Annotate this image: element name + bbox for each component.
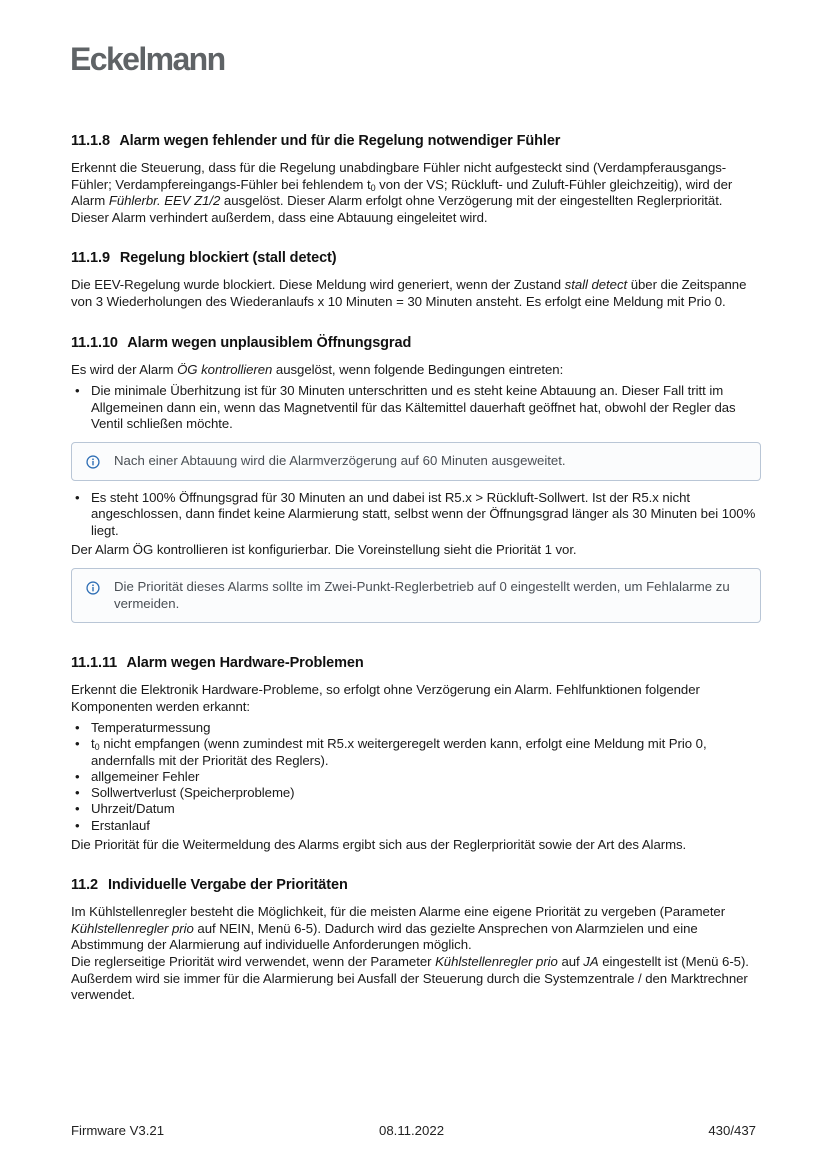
bullet: • (75, 785, 80, 801)
section-title: Alarm wegen unplausiblem Öffnungsgrad (127, 334, 412, 351)
list-item-text: allgemeiner Fehler (91, 768, 200, 784)
component-list (71, 720, 761, 833)
parameter-value: JA (583, 954, 599, 970)
list-item (71, 383, 761, 433)
condition-list (71, 490, 761, 540)
section-number: 11.2 (71, 877, 99, 894)
text-run: Im Kühlstellenregler besteht die Möglichkeit, für die meisten Alarme eine eigene Priorität zu vergeben (Parameter (71, 904, 726, 920)
brand-logo: Eckelmann (70, 41, 225, 77)
paragraph (71, 954, 761, 1004)
section-heading (71, 250, 761, 266)
info-note (71, 442, 761, 481)
subscript: 0 (94, 742, 100, 753)
bullet: • (75, 720, 80, 736)
bullet: • (75, 383, 80, 399)
list-item (71, 818, 761, 834)
list-item (71, 720, 761, 736)
list-item (71, 736, 761, 768)
text-run: t (91, 736, 95, 752)
text-run: auf (557, 954, 584, 970)
text-run: ausgelöst, wenn folgende Bedingungen eintreten: (272, 361, 564, 377)
section-title: Alarm wegen fehlender und für die Regelung notwendiger Fühler (119, 133, 561, 149)
info-circle-icon (86, 581, 100, 595)
list-item-text: Die minimale Überhitzung ist für 30 Minuten unterschritten und es steht keine Abtauung an. Dieser Fall tritt im Allgemeinen dann ein, wenn das Magnetventil für das Kältemittel dauerhaft geöffnet hat, obwohl der Regler das Ventil schließen möchte. (91, 383, 736, 432)
paragraph: Die Priorität für die Weitermeldung des Alarms ergibt sich aus der Reglerpriorität sowie der Art des Alarms. (71, 836, 687, 852)
section-number: 11.1.10 (71, 334, 118, 351)
section-title: Alarm wegen Hardware-Problemen (126, 655, 364, 672)
section-number: 11.1.11 (71, 655, 118, 672)
section-heading (71, 655, 761, 671)
parameter-name: Kühlstellenregler prio (435, 954, 558, 970)
document-content (71, 133, 761, 1027)
paragraph: Der Alarm ÖG kontrollieren ist konfigurierbar. Die Voreinstellung sieht die Priorität 1 vor. (71, 542, 577, 558)
paragraph: Erkennt die Elektronik Hardware-Probleme, so erfolgt ohne Verzögerung ein Alarm. Fehlfunktionen folgender Komponenten werden erkannt: (71, 682, 700, 714)
subscript: 0 (370, 182, 376, 193)
info-circle-icon (86, 455, 100, 469)
section-11-1-10 (71, 335, 761, 624)
list-item-text: Sollwertverlust (Speicherprobleme) (91, 785, 295, 801)
text-run: von der VS; Rückluft- und Zuluft-Fühler gleichzeitig), wird der Alarm (71, 176, 733, 209)
text-run: Die EEV-Regelung wurde blockiert. Diese Meldung wird generiert, wenn der Zustand (71, 277, 565, 293)
info-note (71, 568, 761, 623)
section-11-1-9 (71, 250, 761, 310)
section-number: 11.1.8 (71, 133, 110, 149)
text-run: über die Zeitspanne von 3 Wiederholungen des Wiederanlaufs x 10 Minuten = 30 Minuten ansteht. Es erfolgt eine Meldung mit Prio 0. (71, 277, 747, 309)
section-11-2 (71, 877, 761, 1004)
section-title: Regelung blockiert (stall detect) (119, 250, 337, 267)
condition-list (71, 383, 761, 433)
list-item-text: Es steht 100% Öffnungsgrad für 30 Minuten an und dabei ist R5.x > Rückluft-Sollwert. Ist der R5.x nicht angeschlossen, dann findet keine Alarmierung statt, selbst wenn der Öffnungsgrad länger als 30 Minuten bei 100% liegt. (91, 489, 756, 538)
paragraph (71, 904, 761, 954)
section-title: Individuelle Vergabe der Prioritäten (107, 877, 348, 894)
list-item (71, 785, 761, 801)
alarm-name: Fühlerbr. EEV Z1/2 (108, 193, 221, 209)
page-number: 430/437 (708, 1123, 756, 1138)
text-run: eingestellt ist (Menü 6-5). Außerdem wird sie immer für die Alarmierung bei Ausfall der Steuerung durch die Systemzentrale / den Marktrechner verwendet. (71, 954, 749, 1003)
paragraph (71, 160, 761, 226)
list-item-text: Temperaturmessung (91, 720, 211, 736)
list-item (71, 801, 761, 817)
list-item (71, 490, 761, 540)
paragraph (71, 362, 761, 379)
list-item-text: Uhrzeit/Datum (91, 801, 175, 817)
text-run: ausgelöst. Dieser Alarm erfolgt ohne Verzögerung mit der eingestellten Reglerpriorität. Dieser Alarm verhindert außerdem, dass eine Abtauung eingeleitet wird. (71, 193, 723, 225)
bullet: • (75, 801, 80, 817)
firmware-version: Firmware V3.21 (71, 1123, 165, 1138)
section-11-1-8 (71, 133, 761, 226)
text-run: Es wird der Alarm (71, 361, 178, 377)
note-text: Die Priorität dieses Alarms sollte im Zwei-Punkt-Reglerbetrieb auf 0 eingestellt werden, um Fehlalarme zu vermeiden. (114, 578, 730, 611)
text-run: Die reglerseitige Priorität wird verwendet, wenn der Parameter (71, 954, 436, 970)
list-item-text: nicht empfangen (wenn zumindest mit R5.x weitergeregelt werden kann, erfolgt eine Meldung mit Prio 0, andernfalls mit der Priorität des Reglers). (91, 736, 707, 768)
paragraph (71, 277, 761, 310)
document-date: 08.11.2022 (379, 1123, 445, 1138)
section-11-1-11 (71, 655, 761, 853)
bullet: • (75, 489, 80, 505)
section-number: 11.1.9 (71, 250, 110, 267)
section-heading (71, 335, 761, 351)
text-run: Erkennt die Steuerung, dass für die Regelung unabdingbare Fühler nicht aufgesteckt sind (Verdampferausgangs-Fühler; Verdampfereingangs-Fühler bei fehlendem t (71, 160, 727, 192)
section-heading (71, 133, 761, 149)
bullet: • (75, 817, 80, 833)
list-item (71, 769, 761, 785)
alarm-name: ÖG kontrollieren (177, 361, 273, 377)
text-run: auf NEIN, Menü 6-5). Dadurch wird das gezielte Ansprechen von Alarmzielen und eine Abstimmung der Alarmierung auf individuelle Anforderungen möglich. (71, 920, 698, 953)
bullet: • (75, 736, 80, 752)
state-name: stall detect (564, 277, 628, 293)
parameter-name: Kühlstellenregler prio (71, 920, 194, 936)
list-item-text: Erstanlauf (91, 817, 150, 833)
note-text: Nach einer Abtauung wird die Alarmverzögerung auf 60 Minuten ausgeweitet. (114, 452, 566, 468)
bullet: • (75, 768, 80, 784)
section-heading (71, 877, 761, 893)
